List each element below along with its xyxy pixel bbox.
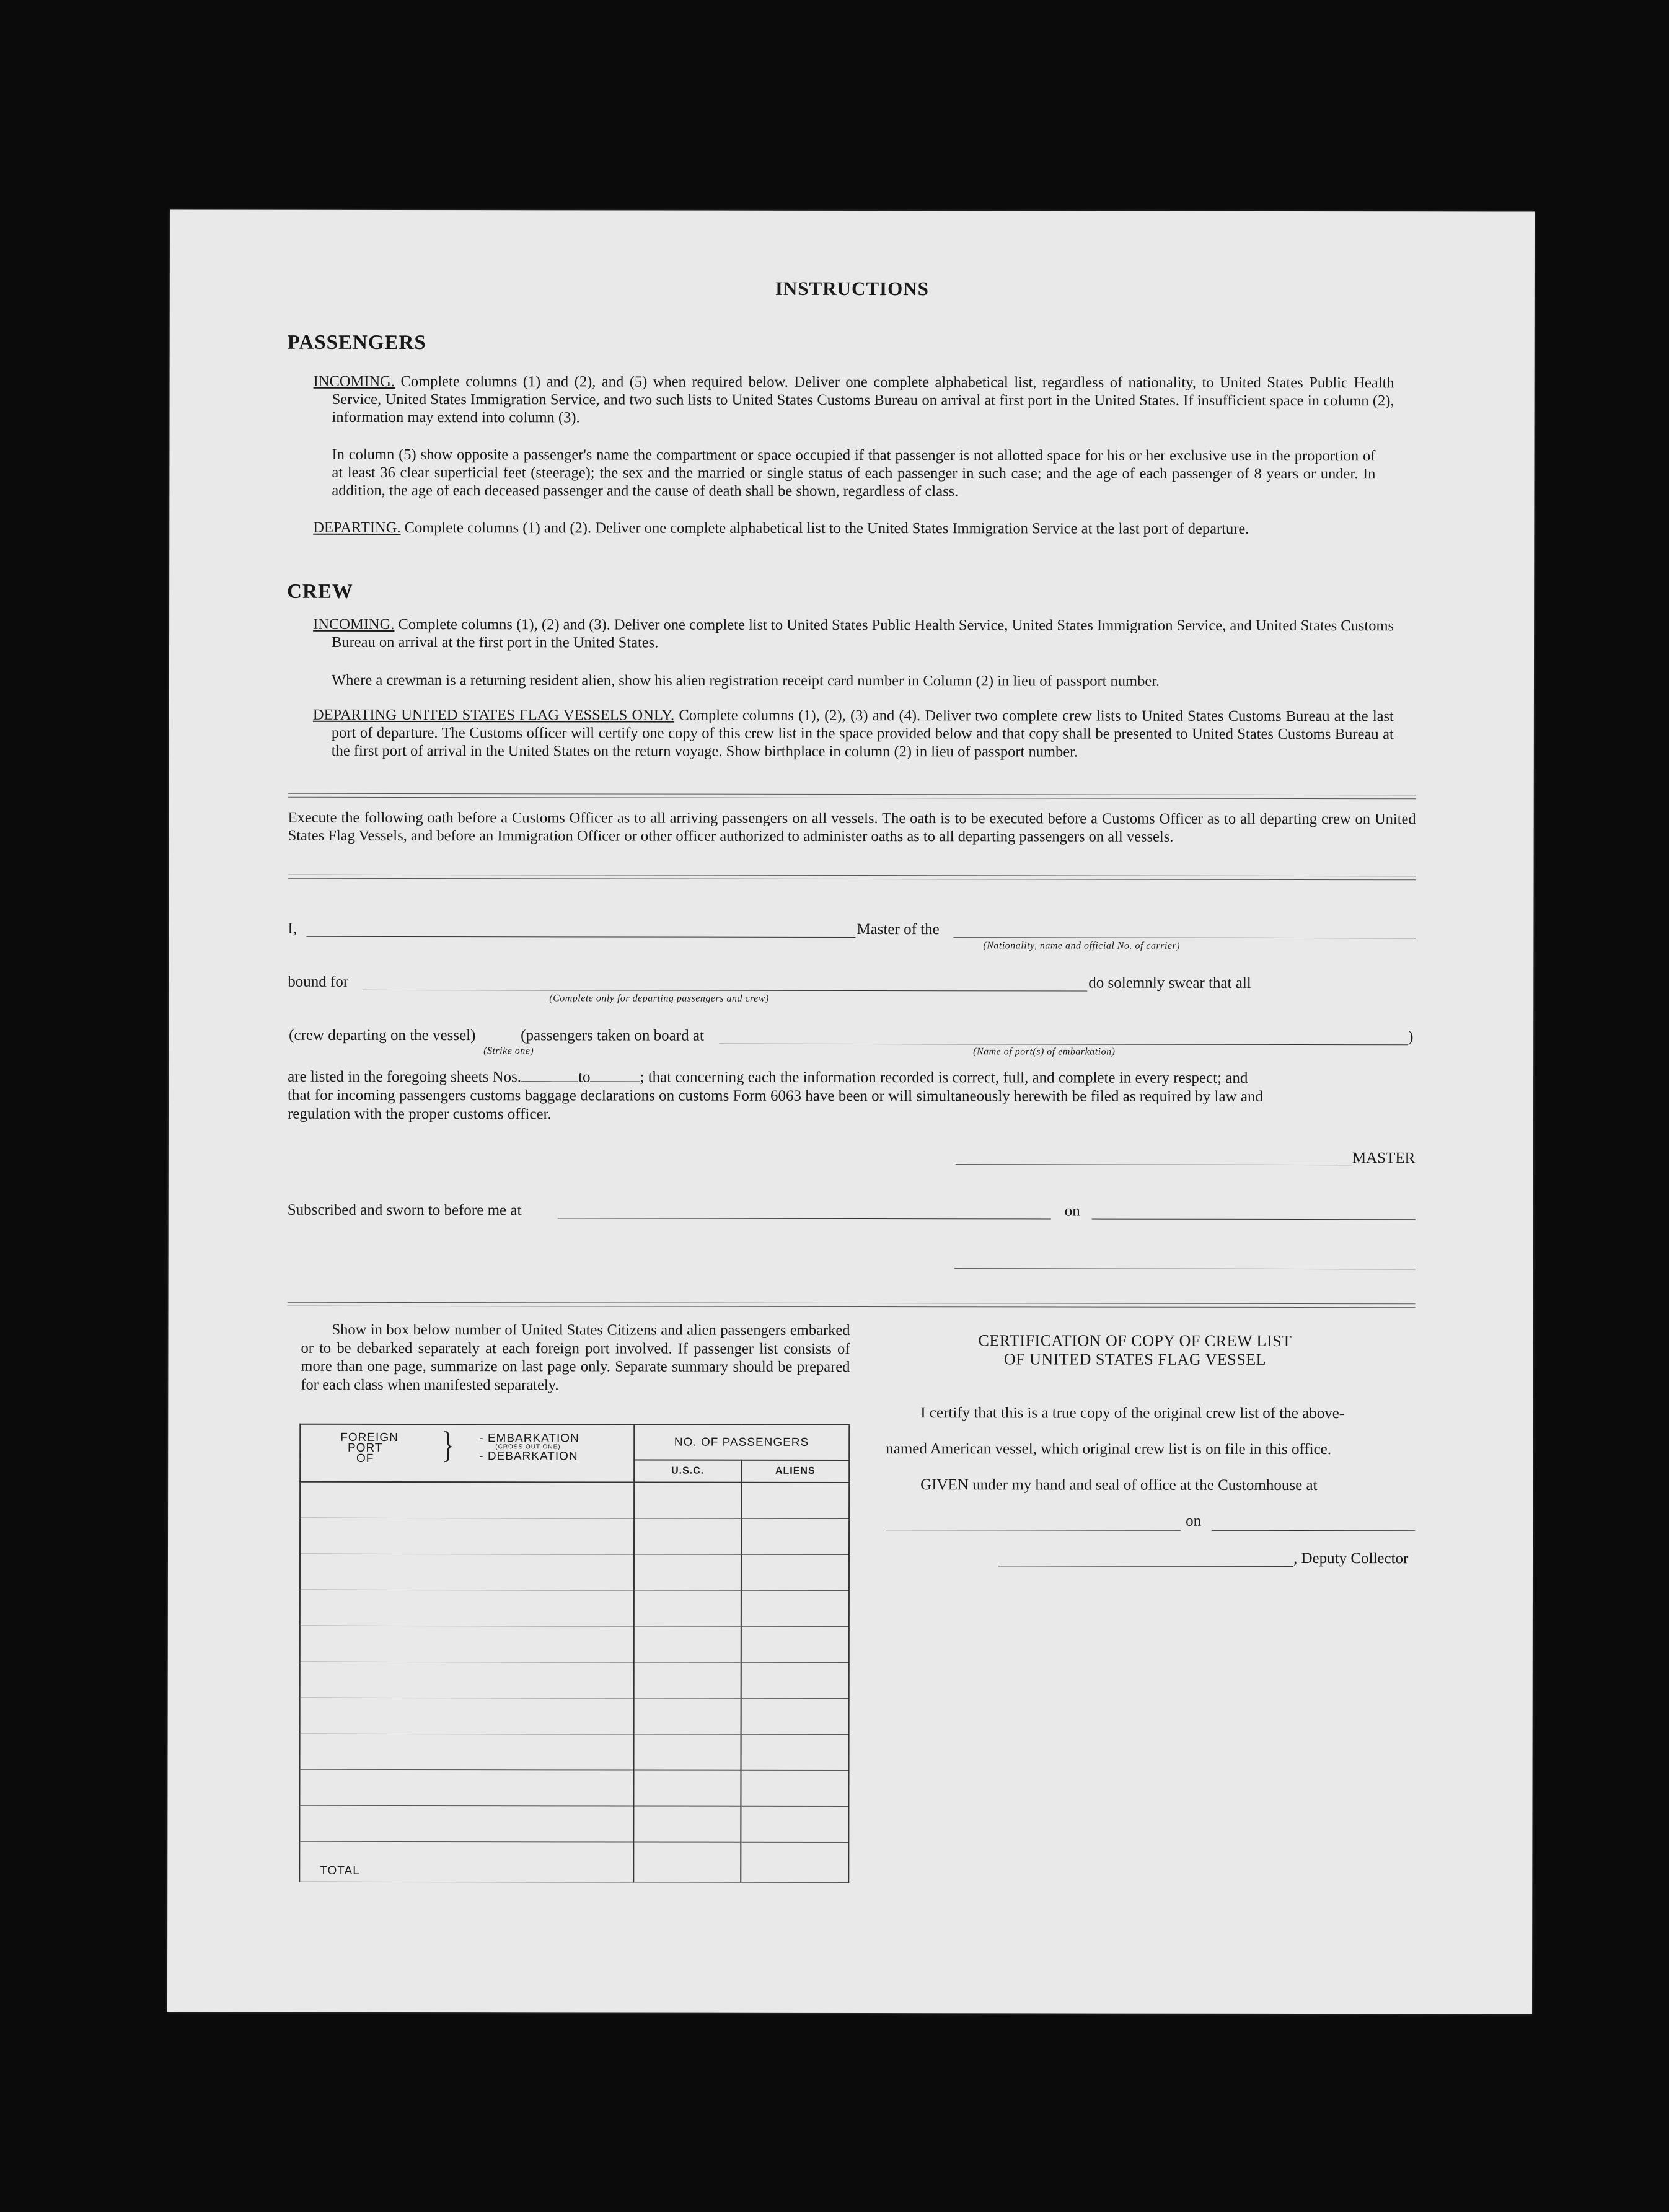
certification-line: I certify that this is a true copy of the original crew list of the above- <box>920 1404 1345 1422</box>
embark-debark-options <box>479 1432 579 1462</box>
certification-title-line: OF UNITED STATES FLAG VESSEL <box>1003 1350 1267 1368</box>
double-rule <box>288 793 1416 800</box>
oath-statement-line <box>288 1068 1416 1088</box>
oath-statement-line: regulation with the proper customs officer. <box>287 1105 552 1123</box>
strike-one-caption: (Strike one) <box>483 1046 534 1057</box>
passengers-column5-paragraph: In column (5) show opposite a passenger's name the compartment or space occupied if that passenger is not allotted space for his or her exclusive use in the proportion of at least 36 clear superficial feet (steerage); the sex and the married or single status of each passenger in such case; and the age of each passenger of 8 years or under. In addition, the age of each deceased passenger and the cause of death shall be shown, regardless of class. <box>332 446 1376 500</box>
crew-incoming-text: Complete columns (1), (2) and (3). Deliver one complete list to United States Public Health Service, United States Immigration Service, and United States Customs Bureau on arrival at the first port in the United States. <box>332 615 1394 651</box>
cross-out-one-note: (CROSS OUT ONE) <box>495 1443 561 1451</box>
passengers-departing-text: Complete columns (1) and (2). Deliver one complete alphabetical list to the United States Immigration Service at the last port of departure. <box>400 519 1249 537</box>
port-cell[interactable] <box>300 1482 634 1518</box>
passengers-incoming-paragraph <box>314 372 1394 428</box>
vessel-field[interactable] <box>953 937 1416 938</box>
aliens-cell[interactable] <box>741 1662 849 1698</box>
usc-cell[interactable] <box>634 1518 742 1554</box>
usc-cell[interactable] <box>633 1590 741 1626</box>
complete-only-caption: (Complete only for departing passengers and crew) <box>549 993 769 1004</box>
passengers-incoming-label: INCOMING. <box>313 372 395 390</box>
port-cell[interactable] <box>300 1554 634 1590</box>
table-row <box>300 1698 849 1734</box>
oath-statement-line: that for incoming passengers customs baggage declarations on customs Form 6063 have been or will simultaneously herewith be filed as required by law and <box>288 1086 1263 1105</box>
master-signature-field[interactable] <box>956 1164 1352 1165</box>
crew-incoming-label: INCOMING. <box>313 615 395 633</box>
certification-title <box>967 1331 1302 1369</box>
passengers-taken-option[interactable]: (passengers taken on board at <box>521 1027 704 1044</box>
crew-departing-text: Complete columns (1), (2), (3) and (4). Deliver two complete crew lists to United States Customs Bureau at the last port of departure. The Customs officer will certify one copy of this crew list in the space provided below and that copy shall be presented to United States Customs Bureau at the first port of arrival in the United States on the return voyage. Show birthplace in column (2) in lieu of passport number. <box>331 707 1394 760</box>
table-row <box>300 1626 849 1662</box>
port-cell[interactable] <box>300 1590 634 1626</box>
oath-statement-text: ; that concerning each the information recorded is correct, full, and complete in every respect; and <box>640 1069 1248 1086</box>
usc-cell[interactable] <box>633 1770 741 1806</box>
ports-caption: (Name of port(s) of embarkation) <box>973 1046 1116 1057</box>
aliens-cell[interactable] <box>741 1518 849 1554</box>
port-cell[interactable] <box>300 1698 634 1734</box>
total-label: TOTAL <box>299 1841 633 1882</box>
page-title: INSTRUCTIONS <box>775 277 929 300</box>
port-cell[interactable] <box>300 1734 634 1770</box>
sheets-to-label: to <box>578 1069 591 1086</box>
summary-instructions: Show in box below number of United States Citizens and alien passengers embarked or to be debarked separately at each foreign port involved. If passenger list consists of more than one page, summarize on last page only. Separate summary should be prepared for each class when manifested separately. <box>301 1321 850 1393</box>
port-cell[interactable] <box>299 1805 633 1842</box>
crew-departing-paragraph <box>313 706 1394 761</box>
aliens-cell[interactable] <box>741 1483 849 1519</box>
passenger-summary-table <box>299 1424 850 1883</box>
crew-alien-paragraph: Where a crewman is a returning resident alien, show his alien registration receipt card number in Column (2) in lieu of passport number. <box>331 671 1160 690</box>
aliens-header: ALIENS <box>741 1460 849 1483</box>
embarkation-option[interactable]: - EMBARKATION <box>479 1432 579 1445</box>
table-row <box>300 1662 849 1698</box>
port-cell[interactable] <box>300 1662 634 1698</box>
master-label: MASTER <box>1352 1150 1416 1167</box>
embarkation-ports-field[interactable] <box>719 1044 1408 1046</box>
officer-signature-field[interactable] <box>954 1268 1416 1269</box>
crew-heading: CREW <box>287 580 353 603</box>
master-name-field[interactable] <box>306 936 855 938</box>
sheets-label: are listed in the foregoing sheets Nos. <box>288 1068 522 1086</box>
nationality-caption: (Nationality, name and official No. of carrier) <box>983 940 1181 951</box>
usc-cell[interactable] <box>634 1483 742 1519</box>
bound-for-field[interactable] <box>362 990 1087 992</box>
document-page <box>167 209 1535 2014</box>
foreign-port-label: FOREIGN PORT OF <box>340 1430 399 1465</box>
passengers-incoming-text: Complete columns (1) and (2), and (5) when required below. Deliver one complete alphabetical list, regardless of nationality, to United States Public Health Service, United States Immigration Service, and two such lists to United States Customs Bureau on arrival at first port in the United States. If insufficient space in column (2), information may extend into column (3). <box>332 372 1394 426</box>
usc-cell[interactable] <box>633 1806 741 1842</box>
crew-incoming-paragraph <box>313 615 1394 653</box>
aliens-cell[interactable] <box>741 1626 849 1662</box>
certification-line: named American vessel, which original crew list is on file in this office. <box>886 1440 1332 1458</box>
usc-cell[interactable] <box>633 1662 741 1698</box>
aliens-cell[interactable] <box>741 1698 849 1734</box>
aliens-cell[interactable] <box>741 1734 849 1770</box>
brace-glyph: } <box>442 1423 454 1466</box>
port-cell[interactable] <box>299 1769 633 1806</box>
oath-intro-paragraph: Execute the following oath before a Customs Officer as to all arriving passengers on all vessels. The oath is to be executed before a Customs Officer as to all departing crew on United States Flag Vessels, and before an Immigration Officer or other officer authorized to administer oaths as to all departing passengers on all vessels. <box>288 809 1416 845</box>
table-row <box>300 1482 849 1519</box>
double-rule <box>288 1302 1416 1308</box>
aliens-cell[interactable] <box>741 1590 849 1626</box>
sworn-on-label: on <box>1064 1202 1080 1220</box>
table-row <box>300 1518 849 1554</box>
passengers-departing-paragraph <box>313 519 1394 538</box>
close-paren: ) <box>1408 1028 1414 1046</box>
certification-date-field[interactable] <box>1212 1530 1415 1531</box>
sheets-to-field[interactable] <box>591 1069 640 1082</box>
usc-cell[interactable] <box>633 1698 741 1734</box>
bound-for-label: bound for <box>288 973 349 990</box>
double-rule <box>288 875 1416 881</box>
aliens-cell[interactable] <box>741 1554 849 1590</box>
master-of-the-label: Master of the <box>857 921 940 938</box>
customhouse-field[interactable] <box>886 1530 1181 1531</box>
deputy-collector-signature-field[interactable] <box>998 1566 1293 1567</box>
sheets-from-field[interactable] <box>521 1069 578 1082</box>
sworn-at-field[interactable] <box>558 1218 1051 1219</box>
table-row <box>300 1590 849 1626</box>
usc-cell[interactable] <box>634 1554 742 1590</box>
usc-cell[interactable] <box>633 1626 741 1662</box>
table-row <box>300 1734 849 1770</box>
usc-total-cell[interactable] <box>633 1842 741 1882</box>
sworn-date-field[interactable] <box>1092 1219 1416 1220</box>
aliens-cell[interactable] <box>741 1806 849 1842</box>
table-row <box>300 1554 849 1590</box>
foreign-port-header <box>300 1424 634 1483</box>
port-cell[interactable] <box>300 1626 634 1662</box>
table-row <box>299 1769 848 1806</box>
certification-title-line: CERTIFICATION OF COPY OF CREW LIST <box>978 1331 1292 1350</box>
no-of-passengers-header: NO. OF PASSENGERS <box>634 1425 849 1460</box>
crew-departing-label: DEPARTING UNITED STATES FLAG VESSELS ONLY. <box>312 706 675 724</box>
aliens-cell[interactable] <box>741 1770 849 1806</box>
passengers-departing-label: DEPARTING. <box>313 519 401 536</box>
crew-departing-option[interactable]: (crew departing on the vessel) <box>289 1026 476 1044</box>
passengers-heading: PASSENGERS <box>287 331 426 355</box>
usc-header: U.S.C. <box>634 1460 742 1483</box>
do-solemnly-label: do solemnly swear that all <box>1088 974 1251 992</box>
usc-cell[interactable] <box>633 1734 741 1770</box>
oath-i-label: I, <box>288 920 297 937</box>
total-row <box>299 1841 848 1882</box>
deputy-collector-label: , Deputy Collector <box>1293 1549 1409 1567</box>
subscribed-label: Subscribed and sworn to before me at <box>287 1201 522 1219</box>
table-row <box>299 1805 848 1842</box>
oath-statement <box>288 1068 1416 1126</box>
certification-line: GIVEN under my hand and seal of office at the Customhouse at <box>920 1476 1318 1494</box>
certification-on-label: on <box>1186 1512 1202 1530</box>
port-cell[interactable] <box>300 1518 634 1554</box>
aliens-total-cell[interactable] <box>741 1842 849 1882</box>
debarkation-option[interactable]: - DEBARKATION <box>479 1450 578 1463</box>
